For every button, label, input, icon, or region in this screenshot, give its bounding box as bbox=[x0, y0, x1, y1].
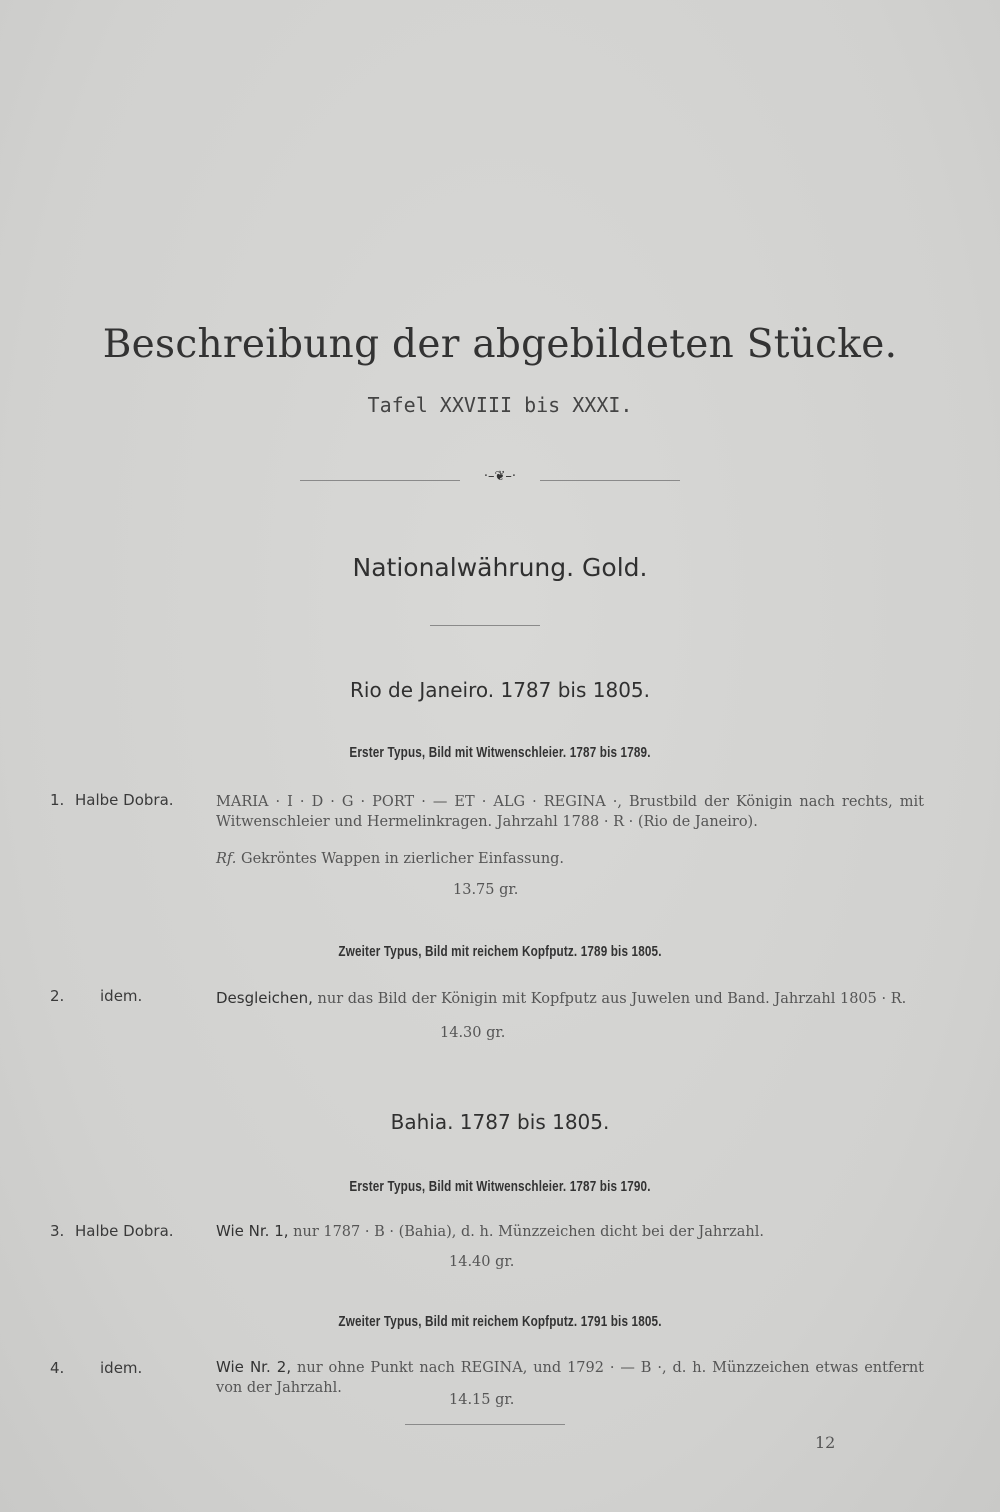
entry-weight: 14.15 gr. bbox=[449, 1392, 515, 1408]
entry-lead: Wie Nr. 1, bbox=[216, 1222, 289, 1240]
entry-denomination: Halbe Dobra. bbox=[75, 791, 174, 809]
entry-lead: Desgleichen, bbox=[216, 989, 313, 1007]
entry-number: 2. bbox=[50, 987, 65, 1005]
type-heading: Erster Typus, Bild mit Witwenschleier. 1787 bis 1789. bbox=[349, 744, 651, 761]
type-heading: Zweiter Typus, Bild mit reichem Kopfputz. 1789 bis 1805. bbox=[338, 943, 662, 960]
reverse-abbr: Rf. bbox=[216, 851, 237, 867]
ornament-icon: ·–❦–· bbox=[483, 469, 517, 484]
reverse-text: Gekröntes Wappen in zierlicher Einfassung. bbox=[241, 851, 565, 867]
entry-description: MARIA · I · D · G · PORT · — ET · ALG · REGINA ·, Brustbild der Königin nach rechts, mit Witwenschleier und Hermelinkragen. Jahrzahl 1788 · R · (Rio de Janeiro). bbox=[216, 794, 924, 830]
entry-denomination: idem. bbox=[100, 987, 143, 1005]
entry-weight: 14.30 gr. bbox=[440, 1025, 506, 1041]
type-heading: Zweiter Typus, Bild mit reichem Kopfputz. 1791 bis 1805. bbox=[338, 1313, 662, 1330]
entry-text: nur ohne Punkt nach REGINA, und 1792 · — B ·, d. h. Münzzeichen etwas entfernt von der Jahrzahl. bbox=[216, 1360, 925, 1396]
entry-description bbox=[216, 1357, 924, 1398]
entry-number: 4. bbox=[50, 1359, 65, 1377]
entry-reverse bbox=[216, 849, 564, 869]
entry-weight: 14.40 gr. bbox=[449, 1254, 515, 1270]
page-title: Beschreibung der abgebildeten Stücke. bbox=[102, 322, 898, 367]
entry-text: nur 1787 · B · (Bahia), d. h. Münzzeichen dicht bei der Jahrzahl. bbox=[293, 1224, 765, 1240]
entry-number: 1. bbox=[50, 791, 65, 809]
page-subtitle: Tafel XXVIII bis XXXI. bbox=[367, 393, 633, 417]
mint-heading-rio: Rio de Janeiro. 1787 bis 1805. bbox=[349, 678, 651, 702]
section-rule bbox=[430, 625, 540, 626]
entry-text: nur das Bild der Königin mit Kopfputz aus Juwelen und Band. Jahrzahl 1805 · R. bbox=[317, 991, 907, 1007]
entry-lead: Wie Nr. 2, bbox=[216, 1358, 292, 1376]
entry-description bbox=[216, 988, 924, 1009]
entry-number: 3. bbox=[50, 1222, 65, 1240]
entry-description bbox=[216, 1221, 764, 1242]
section-heading: Nationalwährung. Gold. bbox=[352, 553, 648, 582]
entry-denomination: Halbe Dobra. bbox=[75, 1222, 174, 1240]
type-heading: Erster Typus, Bild mit Witwenschleier. 1787 bis 1790. bbox=[349, 1178, 651, 1195]
page-number: 12 bbox=[815, 1433, 836, 1452]
entry-weight: 13.75 gr. bbox=[453, 882, 519, 898]
entry-denomination: idem. bbox=[100, 1359, 143, 1377]
mint-heading-bahia: Bahia. 1787 bis 1805. bbox=[390, 1110, 610, 1134]
ornament-rule-right bbox=[540, 480, 680, 481]
footer-rule bbox=[405, 1424, 565, 1425]
